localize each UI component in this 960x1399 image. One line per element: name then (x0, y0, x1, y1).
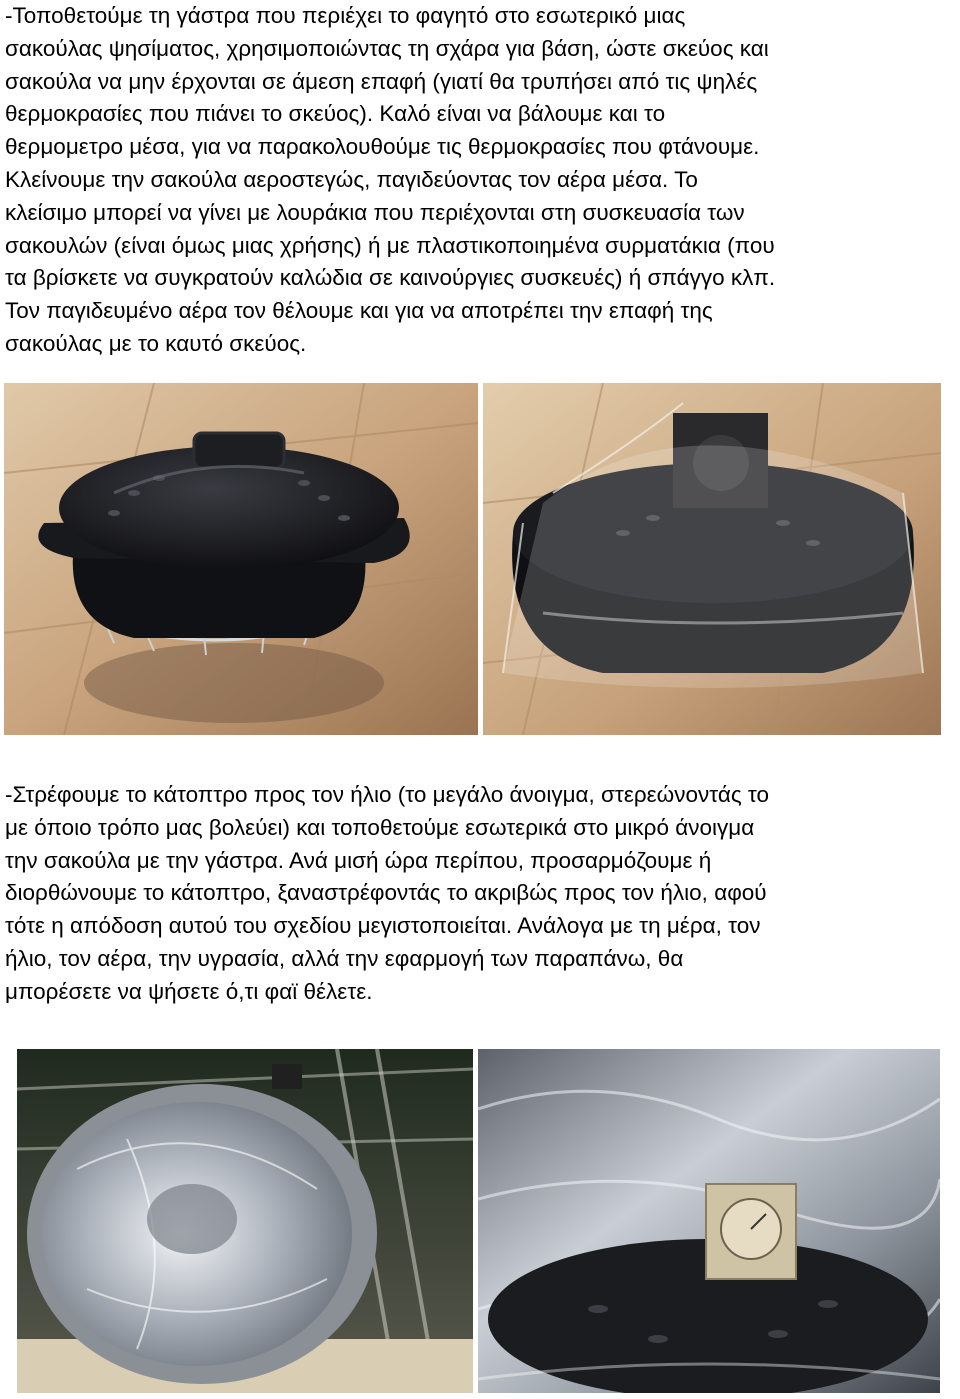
thermometer-illustration (478, 1049, 940, 1393)
text-line: τότε η απόδοση αυτού του σχεδίου μεγιστοποιείται. Ανάλογα με τη μέρα, τον (5, 913, 761, 939)
paragraph-mirror-instructions (5, 779, 955, 1009)
text-line: με όποιο τρόπο μας βολεύει) και τοποθετούμε εσωτερικά στο μικρό άνοιγμα (5, 814, 755, 840)
text-line: θερμομετρο μέσα, για να παρακολουθούμε τις θερμοκρασίες που φτάνουμε. (5, 134, 760, 160)
text-line: θερμοκρασίες που πιάνει το σκεύος). Καλό είναι να βάλουμε και το (5, 101, 666, 127)
paragraph-bag-instructions (5, 0, 955, 361)
text-line: ήλιο, τον αέρα, την υγρασία, αλλά την εφαρμογή των παραπάνω, θα (5, 945, 684, 971)
solar-cooker-illustration (17, 1049, 473, 1393)
photo-thermometer-in-cooker (478, 1049, 940, 1393)
photo-roaster-on-rack (4, 383, 478, 735)
text-line: κλείσιμο μπορεί να γίνει με λουράκια που περιέχονται στη συσκευασία των (5, 199, 745, 225)
text-line: την σακούλα με την γάστρα. Ανά μισή ώρα περίπου, προσαρμόζουμε ή (5, 847, 712, 873)
text-line: σακούλας με το καυτό σκεύος. (5, 330, 307, 356)
bagged-roaster-illustration (483, 383, 941, 735)
text-line: -Τοποθετούμε τη γάστρα που περιέχει το φαγητό στο εσωτερικό μιας (5, 3, 686, 28)
text-line: τα βρίσκετε να συγκρατούν καλώδια σε καινούργιες συσκευές) ή σπάγγο κλπ. (5, 265, 776, 291)
text-line: σακούλας ψησίματος, χρησιμοποιώντας τη σχάρα για βάση, ώστε σκεύος και (5, 35, 769, 61)
photo-roaster-in-bag (483, 383, 941, 735)
text-line: σακουλών (είναι όμως μιας χρήσης) ή με πλαστικοποιημένα συρματάκια (που (5, 232, 775, 258)
text-line: Κλείνουμε την σακούλα αεροστεγώς, παγιδεύοντας τον αέρα μέσα. Το (5, 166, 698, 192)
roaster-illustration (4, 383, 478, 735)
text-line: σακούλα να μην έρχονται σε άμεση επαφή (γιατί θα τρυπήσει από τις ψηλές (5, 68, 758, 94)
text-line: μπορέσετε να ψήσετε ό,τι φαϊ θέλετε. (5, 978, 373, 1004)
text-line: -Στρέφουμε το κάτοπτρο προς τον ήλιο (το μεγάλο άνοιγμα, στερεώνοντάς το (5, 782, 770, 807)
photo-solar-cooker (17, 1049, 473, 1393)
text-line: διορθώνουμε το κάτοπτρο, ξαναστρέφοντάς το ακριβώς προς τον ήλιο, αφού (5, 880, 767, 906)
text-line: Τον παγιδευμένο αέρα τον θέλουμε και για να αποτρέπει την επαφή της (5, 298, 713, 324)
